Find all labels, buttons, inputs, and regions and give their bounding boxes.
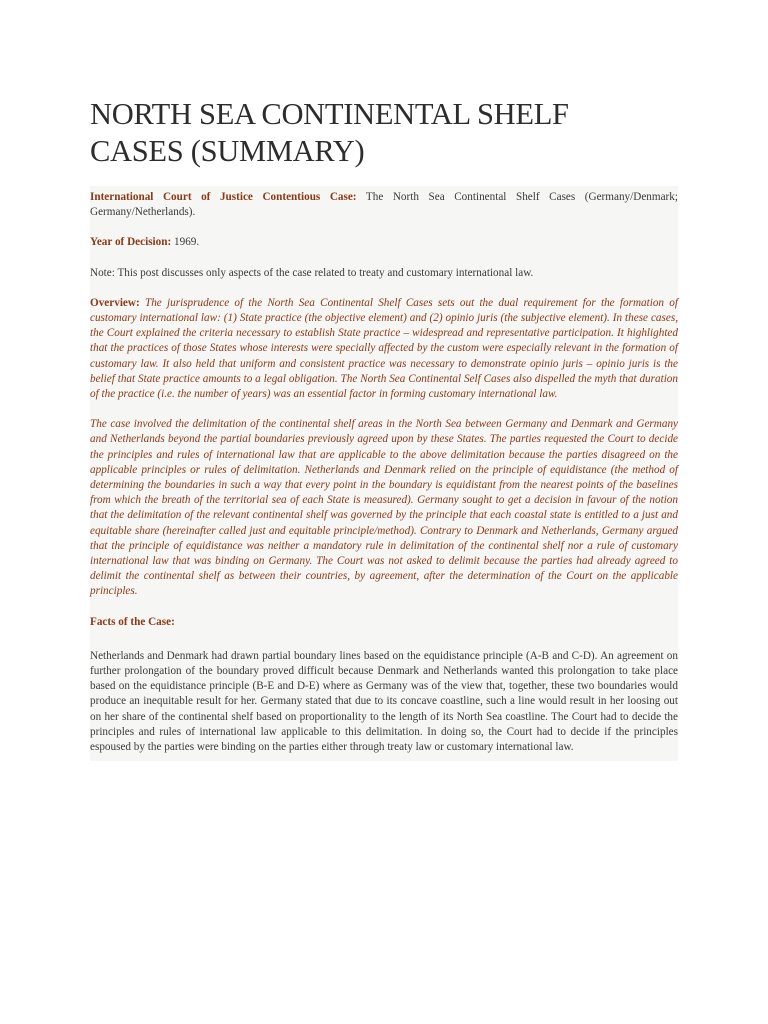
year-label: Year of Decision: [90, 236, 172, 249]
year-paragraph [90, 235, 678, 250]
year-value: 1969. [174, 236, 200, 249]
overview-text: The jurisprudence of the North Sea Continental Shelf Cases sets out the dual requirement for the formation of customary international law: (1) State practice (the objective element) and (2) opinio juris (the subjective element). In these cases, the Court explained the criteria necessary to establish State practice – widespread and representative participation. It highlighted that the practices of those States whose interests were specially affected by the custom were especially relevant in the formation of customary law. It also held that uniform and consistent practice was necessary to demonstrate opinio juris – opinio juris is the belief that State practice amounts to a legal obligation. The North Sea Continental Self Cases also dispelled the myth that duration of the practice (i.e. the number of years) was an essential factor in forming customary international law. [90, 296, 678, 401]
document-body [90, 186, 678, 761]
document-page [90, 0, 678, 761]
overview-paragraph [90, 296, 678, 402]
case-text: The North Sea Continental Shelf Cases (Germany/Denmark; Germany/Netherlands). [90, 191, 678, 219]
title-line-2: CASES (SUMMARY) [90, 134, 365, 168]
facts-paragraph: Netherlands and Denmark had drawn partial boundary lines based on the equidistance principle (A-B and C-D). An agreement on further prolongation of the boundary proved difficult because Denmark and Netherlands wanted this prolongation to take place based on the equidistance principle (B-E and D-E) where as Germany was of the view that, together, these two boundaries would produce an inequitable result for her. Germany stated that due to its concave coastline, such a line would result in her loosing out on her share of the continental shelf based on proportionality to the length of its North Sea coastline. The Court had to decide the principles and rules of international law applicable to this delimitation. In doing so, the Court had to decide if the principles espoused by the parties were binding on the parties either through treaty law or customary international law. [90, 649, 678, 754]
document-title [90, 96, 678, 170]
facts-heading: Facts of the Case: [90, 615, 175, 628]
case-label: International Court of Justice Contentious Case: [90, 191, 357, 203]
case-paragraph [90, 190, 678, 220]
case-summary-paragraph: The case involved the delimitation of the continental shelf areas in the North Sea between Germany and Denmark and Germany and Netherlands beyond the partial boundaries previously agreed upon by these States. The parties requested the Court to decide the principles and rules of international law that are applicable to the above delimitation because the parties disagreed on the applicable principles or rules of delimitation. Netherlands and Denmark relied on the principle of equidistance (the method of determining the boundaries in such a way that every point in the boundary is equidistant from the nearest points of the baselines from which the breath of the territorial sea of each State is measured). Germany sought to get a decision in favour of the notion that the delimitation of the relevant continental shelf was governed by the principle that each coastal state is entitled to a just and equitable share (hereinafter called just and equitable principle/method). Contrary to Denmark and Netherlands, Germany argued that the principle of equidistance was neither a mandatory rule in delimitation of the continental shelf nor a rule of customary international law that was binding on Germany. The Court was not asked to delimit because the parties had already agreed to delimit the continental shelf as between their countries, by agreement, after the determination of the Court on the applicable principles. [90, 418, 678, 598]
title-line-1: NORTH SEA CONTINENTAL SHELF [90, 97, 569, 131]
overview-label: Overview: [90, 296, 140, 309]
note-paragraph: Note: This post discusses only aspects of the case related to treaty and customary international law. [90, 266, 534, 279]
